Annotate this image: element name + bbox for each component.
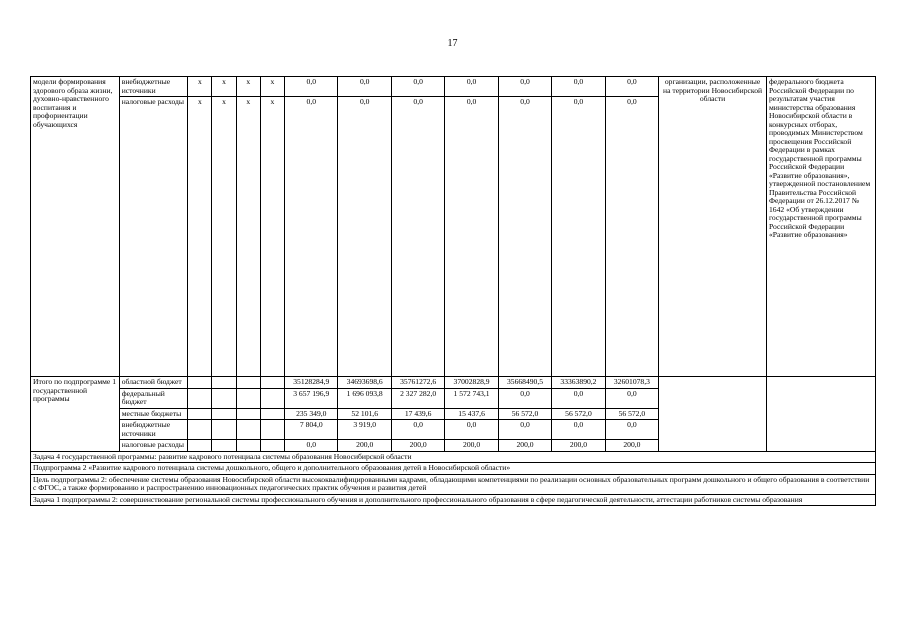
value-cell: 0,0 <box>605 97 658 377</box>
x-cell: x <box>212 77 236 97</box>
value-cell: 52 101,6 <box>338 408 391 420</box>
empty-cell <box>212 408 236 420</box>
value-cell: 32601078,3 <box>605 377 658 389</box>
value-cell: 0,0 <box>285 97 338 377</box>
value-cell: 2 327 282,0 <box>391 388 444 408</box>
source-cell: областной бюджет <box>119 377 188 389</box>
value-cell: 0,0 <box>552 77 605 97</box>
x-cell: x <box>260 77 284 97</box>
value-cell: 0,0 <box>285 77 338 97</box>
value-cell: 0,0 <box>338 97 391 377</box>
table-row <box>31 377 876 389</box>
value-cell: 34693698,6 <box>338 377 391 389</box>
value-cell: 37002828,9 <box>445 377 498 389</box>
value-cell: 1 696 093,8 <box>338 388 391 408</box>
value-cell: 0,0 <box>338 77 391 97</box>
value-cell: 7 804,0 <box>285 420 338 440</box>
source-cell: налоговые расходы <box>119 440 188 452</box>
section-row <box>31 463 876 475</box>
value-cell: 200,0 <box>552 440 605 452</box>
value-cell: 0,0 <box>445 97 498 377</box>
empty-cell <box>236 408 260 420</box>
section-row <box>31 474 876 494</box>
subprogram-heading: Подпрограмма 2 «Развитие кадрового потенциала системы дошкольного, общего и дополнительного образования детей в Новосибирской области» <box>31 463 876 475</box>
x-cell: x <box>236 77 260 97</box>
empty-cell <box>767 377 876 452</box>
value-cell: 0,0 <box>498 97 551 377</box>
empty-cell <box>188 377 212 389</box>
budget-table <box>30 76 876 506</box>
x-cell: x <box>188 77 212 97</box>
value-cell: 0,0 <box>605 420 658 440</box>
value-cell: 56 572,0 <box>498 408 551 420</box>
empty-cell <box>212 388 236 408</box>
performer-cell: организации, расположенные на территории Новосибирской области <box>659 77 767 377</box>
value-cell: 3 657 196,9 <box>285 388 338 408</box>
empty-cell <box>236 440 260 452</box>
value-cell: 0,0 <box>552 97 605 377</box>
task-heading: Задача 4 государственной программы: развитие кадрового потенциала системы образования Новосибирской области <box>31 451 876 463</box>
empty-cell <box>260 440 284 452</box>
empty-cell <box>659 377 767 452</box>
section-row <box>31 451 876 463</box>
table-row <box>31 77 876 97</box>
empty-cell <box>188 408 212 420</box>
value-cell: 0,0 <box>391 97 444 377</box>
x-cell: x <box>188 97 212 377</box>
subprogram-task: Задача 1 подпрограммы 2: совершенствование региональной системы профессионального обучения и дополнительного профессионального образования в сфере педагогической деятельности, аттестации работников системы образования <box>31 494 876 506</box>
value-cell: 0,0 <box>605 77 658 97</box>
value-cell: 0,0 <box>391 77 444 97</box>
value-cell: 0,0 <box>391 420 444 440</box>
value-cell: 3 919,0 <box>338 420 391 440</box>
subprogram-goal: Цель подпрограммы 2: обеспечение системы образования Новосибирской области высококвалифицированными кадрами, обладающими компетенциями по реализации основных образовательных программ дошкольного и общего образования в соответствии с ФГОС, а также формированию и распространению инновационных педагогических практик обучения и развития детей <box>31 474 876 494</box>
value-cell: 0,0 <box>498 420 551 440</box>
page-number: 17 <box>447 38 458 49</box>
empty-cell <box>188 388 212 408</box>
empty-cell <box>260 408 284 420</box>
value-cell: 0,0 <box>498 388 551 408</box>
value-cell: 200,0 <box>605 440 658 452</box>
value-cell: 35128284,9 <box>285 377 338 389</box>
source-cell: внебюджетные источники <box>119 420 188 440</box>
value-cell: 15 437,6 <box>445 408 498 420</box>
source-cell: внебюджетные источники <box>119 77 188 97</box>
value-cell: 235 349,0 <box>285 408 338 420</box>
value-cell: 56 572,0 <box>605 408 658 420</box>
value-cell: 0,0 <box>498 77 551 97</box>
empty-cell <box>236 388 260 408</box>
value-cell: 35668490,5 <box>498 377 551 389</box>
empty-cell <box>236 377 260 389</box>
value-cell: 0,0 <box>445 77 498 97</box>
source-cell: налоговые расходы <box>119 97 188 377</box>
value-cell: 200,0 <box>391 440 444 452</box>
x-cell: x <box>260 97 284 377</box>
empty-cell <box>260 420 284 440</box>
empty-cell <box>212 440 236 452</box>
value-cell: 17 439,6 <box>391 408 444 420</box>
value-cell: 200,0 <box>445 440 498 452</box>
goal-cell: модели формирования здорового образа жизни, духовно-нравственного воспитания и профориентации обучающихся <box>31 77 120 377</box>
value-cell: 0,0 <box>285 440 338 452</box>
value-cell: 1 572 743,1 <box>445 388 498 408</box>
value-cell: 0,0 <box>605 388 658 408</box>
value-cell: 33363890,2 <box>552 377 605 389</box>
total-label-cell: Итого по подпрограмме 1 государственной программы <box>31 377 120 452</box>
value-cell: 200,0 <box>498 440 551 452</box>
x-cell: x <box>212 97 236 377</box>
empty-cell <box>236 420 260 440</box>
empty-cell <box>188 440 212 452</box>
section-row <box>31 494 876 506</box>
value-cell: 35761272,6 <box>391 377 444 389</box>
source-cell: местные бюджеты <box>119 408 188 420</box>
source-cell: федеральный бюджет <box>119 388 188 408</box>
basis-cell: федерального бюджета Российской Федерации по результатам участия министерства образования Новосибирской области в конкурсных отборах, проводимых Министерством просвещения Российской Федерации в рамках государственной программы Российской Федерации «Развитие образования», утвержденной постановлением Правительства Российской Федерации от 26.12.2017 № 1642 «Об утверждении государственной программы Российской Федерации «Развитие образования» <box>767 77 876 377</box>
empty-cell <box>260 377 284 389</box>
x-cell: x <box>236 97 260 377</box>
value-cell: 56 572,0 <box>552 408 605 420</box>
value-cell: 0,0 <box>445 420 498 440</box>
value-cell: 0,0 <box>552 420 605 440</box>
value-cell: 200,0 <box>338 440 391 452</box>
empty-cell <box>212 420 236 440</box>
empty-cell <box>188 420 212 440</box>
empty-cell <box>260 388 284 408</box>
value-cell: 0,0 <box>552 388 605 408</box>
empty-cell <box>212 377 236 389</box>
